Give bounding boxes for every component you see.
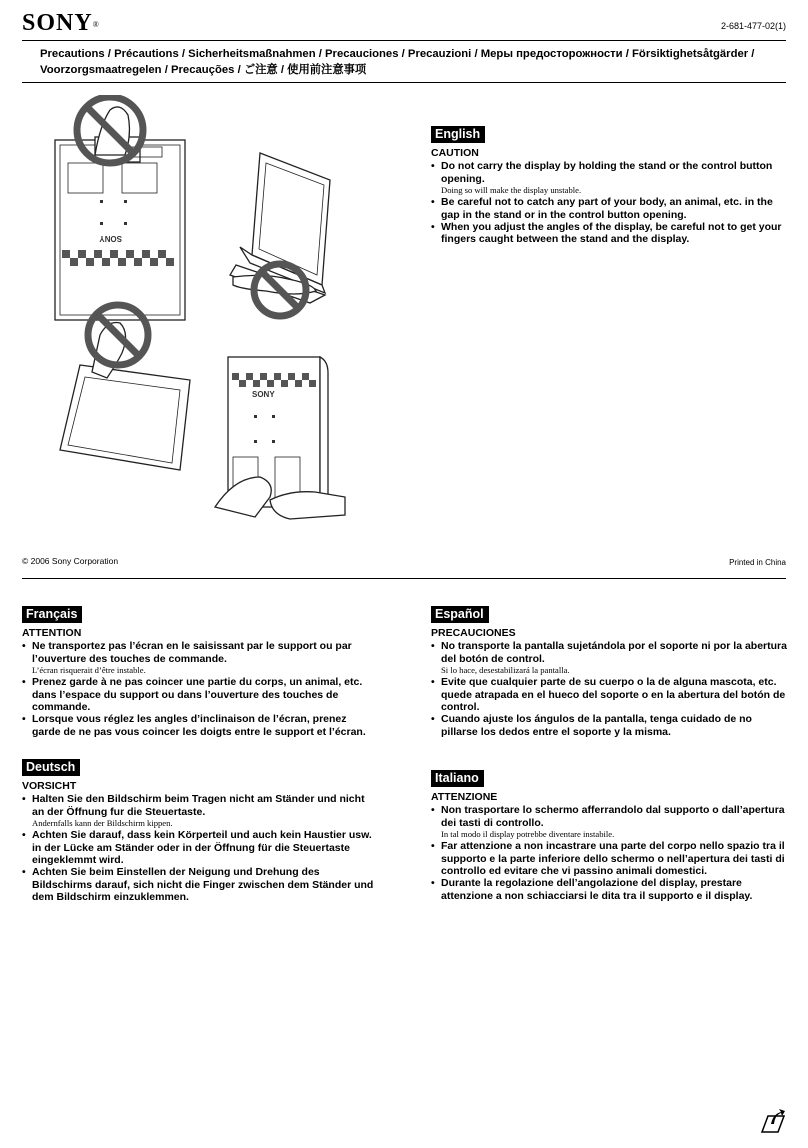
francais-item-1: • Ne transportez pas l’écran en le saisissant par le support ou par l’ouverture des touches de commande. L’écran risquerait d’être instable.: [22, 640, 374, 676]
sony-logo: SONY®: [22, 10, 100, 36]
italiano-item-3: • Durante la regolazione dell’angolazione del display, prestare attenzione a non schiacciarsi le dita tra il supporto e il display.: [431, 877, 787, 902]
header-rule-bottom: [22, 82, 786, 83]
printed-in: Printed in China: [729, 558, 786, 567]
section-francais: [22, 606, 374, 738]
section-english: [431, 126, 787, 246]
deutsch-note-1: Andernfalls kann der Bildschirm kippen.: [32, 818, 173, 829]
precautions-title: Precautions / Précautions / Sicherheitsmaßnahmen / Precauciones / Precauzioni / Меры предосторожности / Försiktighetsåtgärder / Voorzorgsmaatregelen / Precauções / ご注意 / 使用前注意事项: [40, 48, 755, 76]
francais-heading: Français: [22, 606, 82, 623]
italiano-caution: ATTENZIONE: [431, 791, 498, 803]
english-item-1: • Do not carry the display by holding the stand or the control button opening. Doing so will make the display unstable.: [431, 160, 787, 196]
page-turn-icon: [758, 1106, 788, 1136]
francais-caution: ATTENTION: [22, 627, 82, 639]
francais-item-2: • Prenez garde à ne pas coincer une partie du corps, un animal, etc. dans l’espace du support ou dans l’ouverture des touches de commande.: [22, 676, 374, 713]
illustration-gap-caution: [215, 357, 345, 519]
espanol-item-3: • Cuando ajuste los ángulos de la pantalla, tenga cuidado de no pillarse los dedos entre el soporte y la misma.: [431, 713, 787, 738]
section-italiano: [431, 770, 787, 902]
italiano-item-1: • Non trasportare lo schermo afferrandolo dal supporto o dall’apertura dei tasti di controllo. In tal modo il display potrebbe diventare instabile.: [431, 804, 787, 840]
espanol-heading: Español: [431, 606, 489, 623]
back-logo-1: SONY: [99, 234, 122, 243]
espanol-caution: PRECAUCIONES: [431, 627, 516, 639]
english-caution: CAUTION: [431, 147, 479, 159]
deutsch-heading: Deutsch: [22, 759, 80, 776]
francais-note-1: L’écran risquerait d’être instable.: [32, 665, 146, 676]
italiano-item-2: • Far attenzione a non incastrare una parte del corpo nello spazio tra il supporto e la parte inferiore dello schermo o nell’apertura dei tasti di controllo ed evitare che vi passino animali domestici.: [431, 840, 787, 877]
francais-item-3: • Lorsque vous réglez les angles d’inclinaison de l’écran, prenez garde de ne pas vous coincer les doigts entre le support et l’écran.: [22, 713, 374, 738]
illustration-carry-by-stand: [55, 97, 185, 320]
italiano-note-1: In tal modo il display potrebbe diventare instabile.: [441, 829, 615, 840]
deutsch-item-2: • Achten Sie darauf, dass kein Körperteil und auch kein Haustier usw. in der Lücke am Ständer oder in der Öffnung für die Steuertaste eingeklemmt wird.: [22, 829, 374, 866]
illustration-finger-caught: [230, 153, 330, 316]
footer-rule: [22, 578, 786, 579]
english-heading: English: [431, 126, 485, 143]
english-item-3: • When you adjust the angles of the display, be careful not to get your fingers caught between the stand and the display.: [431, 221, 787, 246]
caution-illustrations: [40, 95, 410, 545]
deutsch-caution: VORSICHT: [22, 780, 77, 792]
document-number: 2-681-477-02(1): [720, 21, 786, 31]
header-rule-top: [22, 40, 786, 41]
espanol-note-1: Si lo hace, desestabilizará la pantalla.: [441, 665, 570, 676]
section-deutsch: [22, 759, 374, 904]
copyright: © 2006 Sony Corporation: [22, 556, 119, 566]
english-note-1: Doing so will make the display unstable.: [441, 185, 582, 196]
espanol-item-1: • No transporte la pantalla sujetándola por el soporte ni por la abertura del botón de control. Si lo hace, desestabilizará la pantalla.: [431, 640, 787, 676]
deutsch-item-1: • Halten Sie den Bildschirm beim Tragen nicht am Ständer und nicht an der Öffnung fur die Steuertaste. Andernfalls kann der Bildschirm kippen.: [22, 793, 374, 829]
deutsch-item-3: • Achten Sie beim Einstellen der Neigung und Drehung des Bildschirms darauf, sich nicht die Finger zwischen dem Ständer und dem Bildschirm einzuklemmen.: [22, 866, 374, 903]
section-espanol: [431, 606, 787, 738]
italiano-heading: Italiano: [431, 770, 484, 787]
english-item-2: • Be careful not to catch any part of your body, an animal, etc. in the gap in the stand or in the control button opening.: [431, 196, 787, 221]
espanol-item-2: • Evite que cualquier parte de su cuerpo o la de alguna mascota, etc. quede atrapada en el hueco del soporte o en la abertura del botón de control.: [431, 676, 787, 713]
back-logo-2: SONY: [252, 390, 275, 399]
illustration-carry-by-opening: [60, 305, 190, 470]
